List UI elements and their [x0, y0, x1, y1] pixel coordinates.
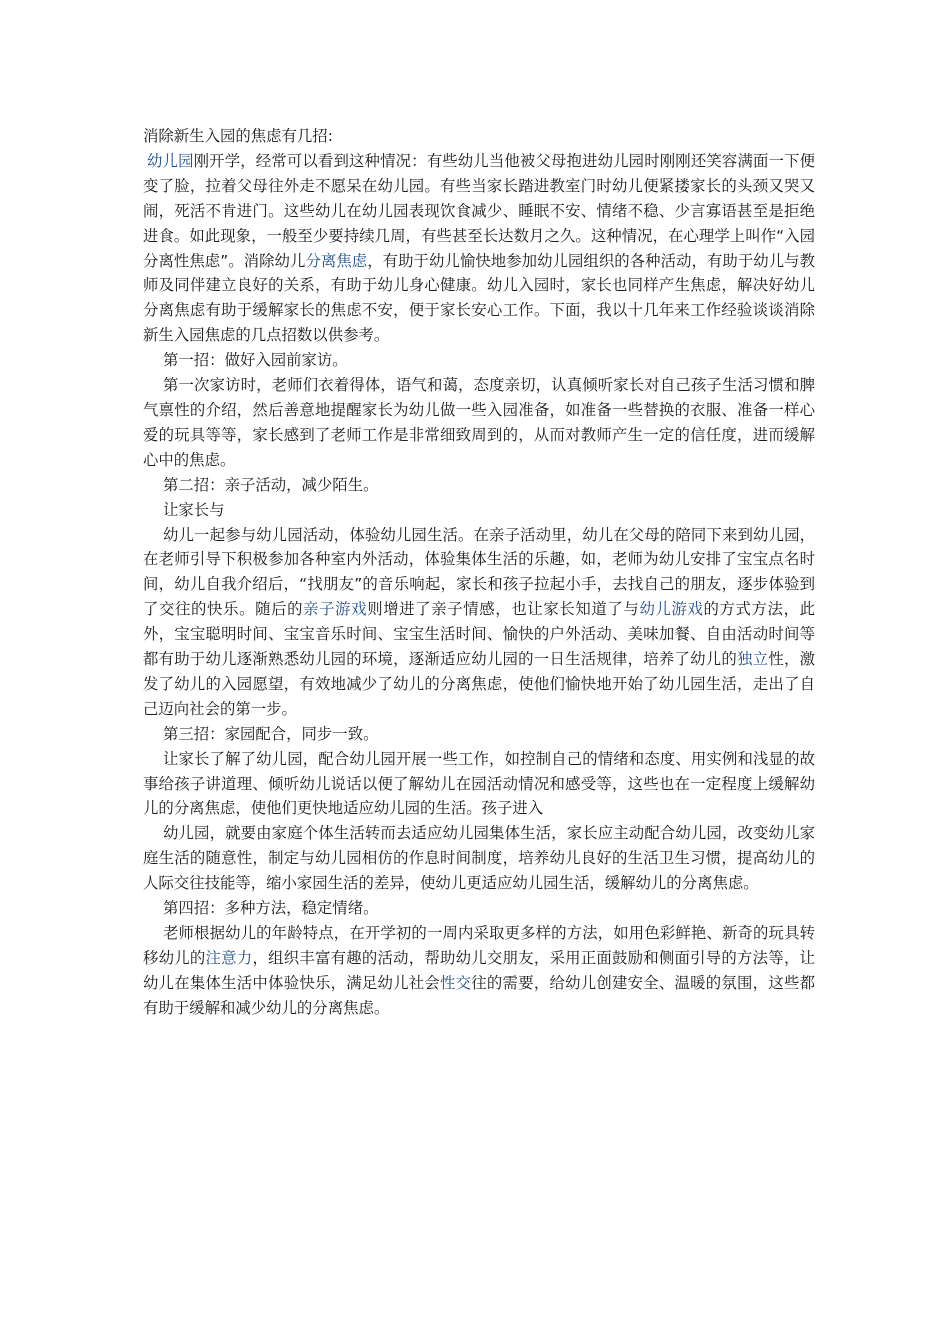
tip4-text-c: 往的需要，给幼儿创建安全、温暖的氛围，这些都有助于缓解和减少幼儿的分离焦虑。: [143, 973, 815, 1017]
tip3-body-2: 幼儿园，就要由家庭个体生活转而去适应幼儿园集体生活，家长应主动配合幼儿园，改变幼儿家庭生活的随意性，制定与幼儿园相仿的作息时间制度，培养幼儿良好的生活卫生习惯，提高幼儿的人际交往技能等，缩小家园生活的差异，使幼儿更适应幼儿园生活，缓解幼儿的分离焦虑。: [143, 824, 815, 893]
tip4-body: [143, 921, 815, 1021]
intro-text-a: 刚开学，经常可以看到这种情况：有些幼儿当他被父母抱进幼儿园时刚刚还笑容满面一下便变了脸，拉着父母往外走不愿呆在幼儿园。有些当家长踏进教室门时幼儿便紧搂家长的头颈又哭又闹，死活不肯进门。这些幼儿在幼儿园表现饮食减少、睡眠不安、情绪不稳、少言寡语甚至是拒绝进食。如此现象，一般至少要持续几周，有些甚至长达数月之久。这种情况，在心理学上叫作“入园分离性焦虑”。消除幼儿: [143, 151, 815, 270]
tip2-body: [143, 523, 815, 722]
intro-text-b: ，有助于幼儿愉快地参加幼儿园组织的各种活动，有助于幼儿与教师及同伴建立良好的关系，有助于幼儿身心健康。幼儿入园时，家长也同样产生焦虑，解决好幼儿分离焦虑有助于缓解家长的焦虑不安，便于家长安心工作。下面，我以十几年来工作经验谈谈消除新生入园焦虑的几点招数以供参考。: [143, 251, 815, 345]
link-children-games[interactable]: 幼儿游戏: [639, 600, 704, 619]
tip2-text-c: 的方式方法，此外，宝宝聪明时间、宝宝音乐时间、宝宝生活时间、愉快的户外活动、美味加餐、自由活动时间等都有助于幼儿逐渐熟悉幼儿园的环境，逐渐适应幼儿园的一日生活规律，培养了幼儿的: [143, 600, 815, 669]
tip1-body: 第一次家访时，老师们衣着得体，语气和蔼，态度亲切，认真倾听家长对自己孩子生活习惯和脾气禀性的介绍，然后善意地提醒家长为幼儿做一些入园准备，如准备一些替换的衣服、准备一样心爱的玩具等等，家长感到了老师工作是非常细致周到的，从而对教师产生一定的信任度，进而缓解心中的焦虑。: [143, 376, 815, 469]
link-separation-anxiety[interactable]: 分离焦虑: [305, 251, 368, 270]
tip4-text-b: ，组织丰富有趣的活动，帮助幼儿交朋友，采用正面鼓励和侧面引导的方法等，让幼儿在集体生活中体验快乐，满足幼儿社会: [143, 948, 815, 992]
link-independence[interactable]: 独立: [737, 650, 769, 669]
tip2-heading: 第二招：亲子活动，减少陌生。: [163, 475, 379, 494]
tip2-text-a: 幼儿一起参与幼儿园活动，体验幼儿园生活。在亲子活动里，幼儿在父母的陪同下来到幼儿园，在老师引导下积极参加各种室内外活动，体验集体生活的乐趣，如，老师为幼儿安排了宝宝点名时间，幼儿自我介绍后，“找朋友”的音乐响起，家长和孩子拉起小手，去找自己的朋友，逐步体验到了交往的快乐。随后的: [143, 525, 815, 619]
tip3-body-1: 让家长了解了幼儿园，配合幼儿园开展一些工作，如控制自己的情绪和态度、用实例和浅显的故事给孩子讲道理、倾听幼儿说话以便了解幼儿在园活动情况和感受等，这些也在一定程度上缓解幼儿的分离焦虑，使他们更快地适应幼儿园的生活。孩子进入: [143, 749, 815, 818]
intro-paragraph: [143, 149, 815, 348]
tip2-text-b: 则增进了亲子情感，也让家长知道了与: [367, 600, 640, 619]
link-parent-child-games[interactable]: 亲子游戏: [303, 600, 368, 619]
tip4-heading: 第四招：多种方法，稳定情绪。: [163, 899, 379, 918]
document-page: [143, 124, 815, 1021]
link-sex[interactable]: 性交: [440, 973, 472, 992]
tip1-heading: 第一招：做好入园前家访。: [163, 351, 348, 370]
link-kindergarten[interactable]: 幼儿园: [147, 151, 194, 170]
tip4-text-a: 老师根据幼儿的年龄特点，在开学初的一周内采取更多样的方法，如用色彩鲜艳、新奇的玩具转移幼儿的: [143, 924, 815, 967]
link-attention[interactable]: 注意力: [205, 948, 253, 967]
tip2-text-d: 性，激发了幼儿的入园愿望，有效地减少了幼儿的分离焦虑，使他们愉快地开始了幼儿园生活，走出了自己迈向社会的第一步。: [143, 650, 815, 718]
tip3-heading: 第三招：家园配合，同步一致。: [163, 724, 379, 743]
tip2-fragment: 让家长与: [163, 500, 225, 519]
document-title: 消除新生入园的焦虑有几招:: [143, 127, 333, 145]
